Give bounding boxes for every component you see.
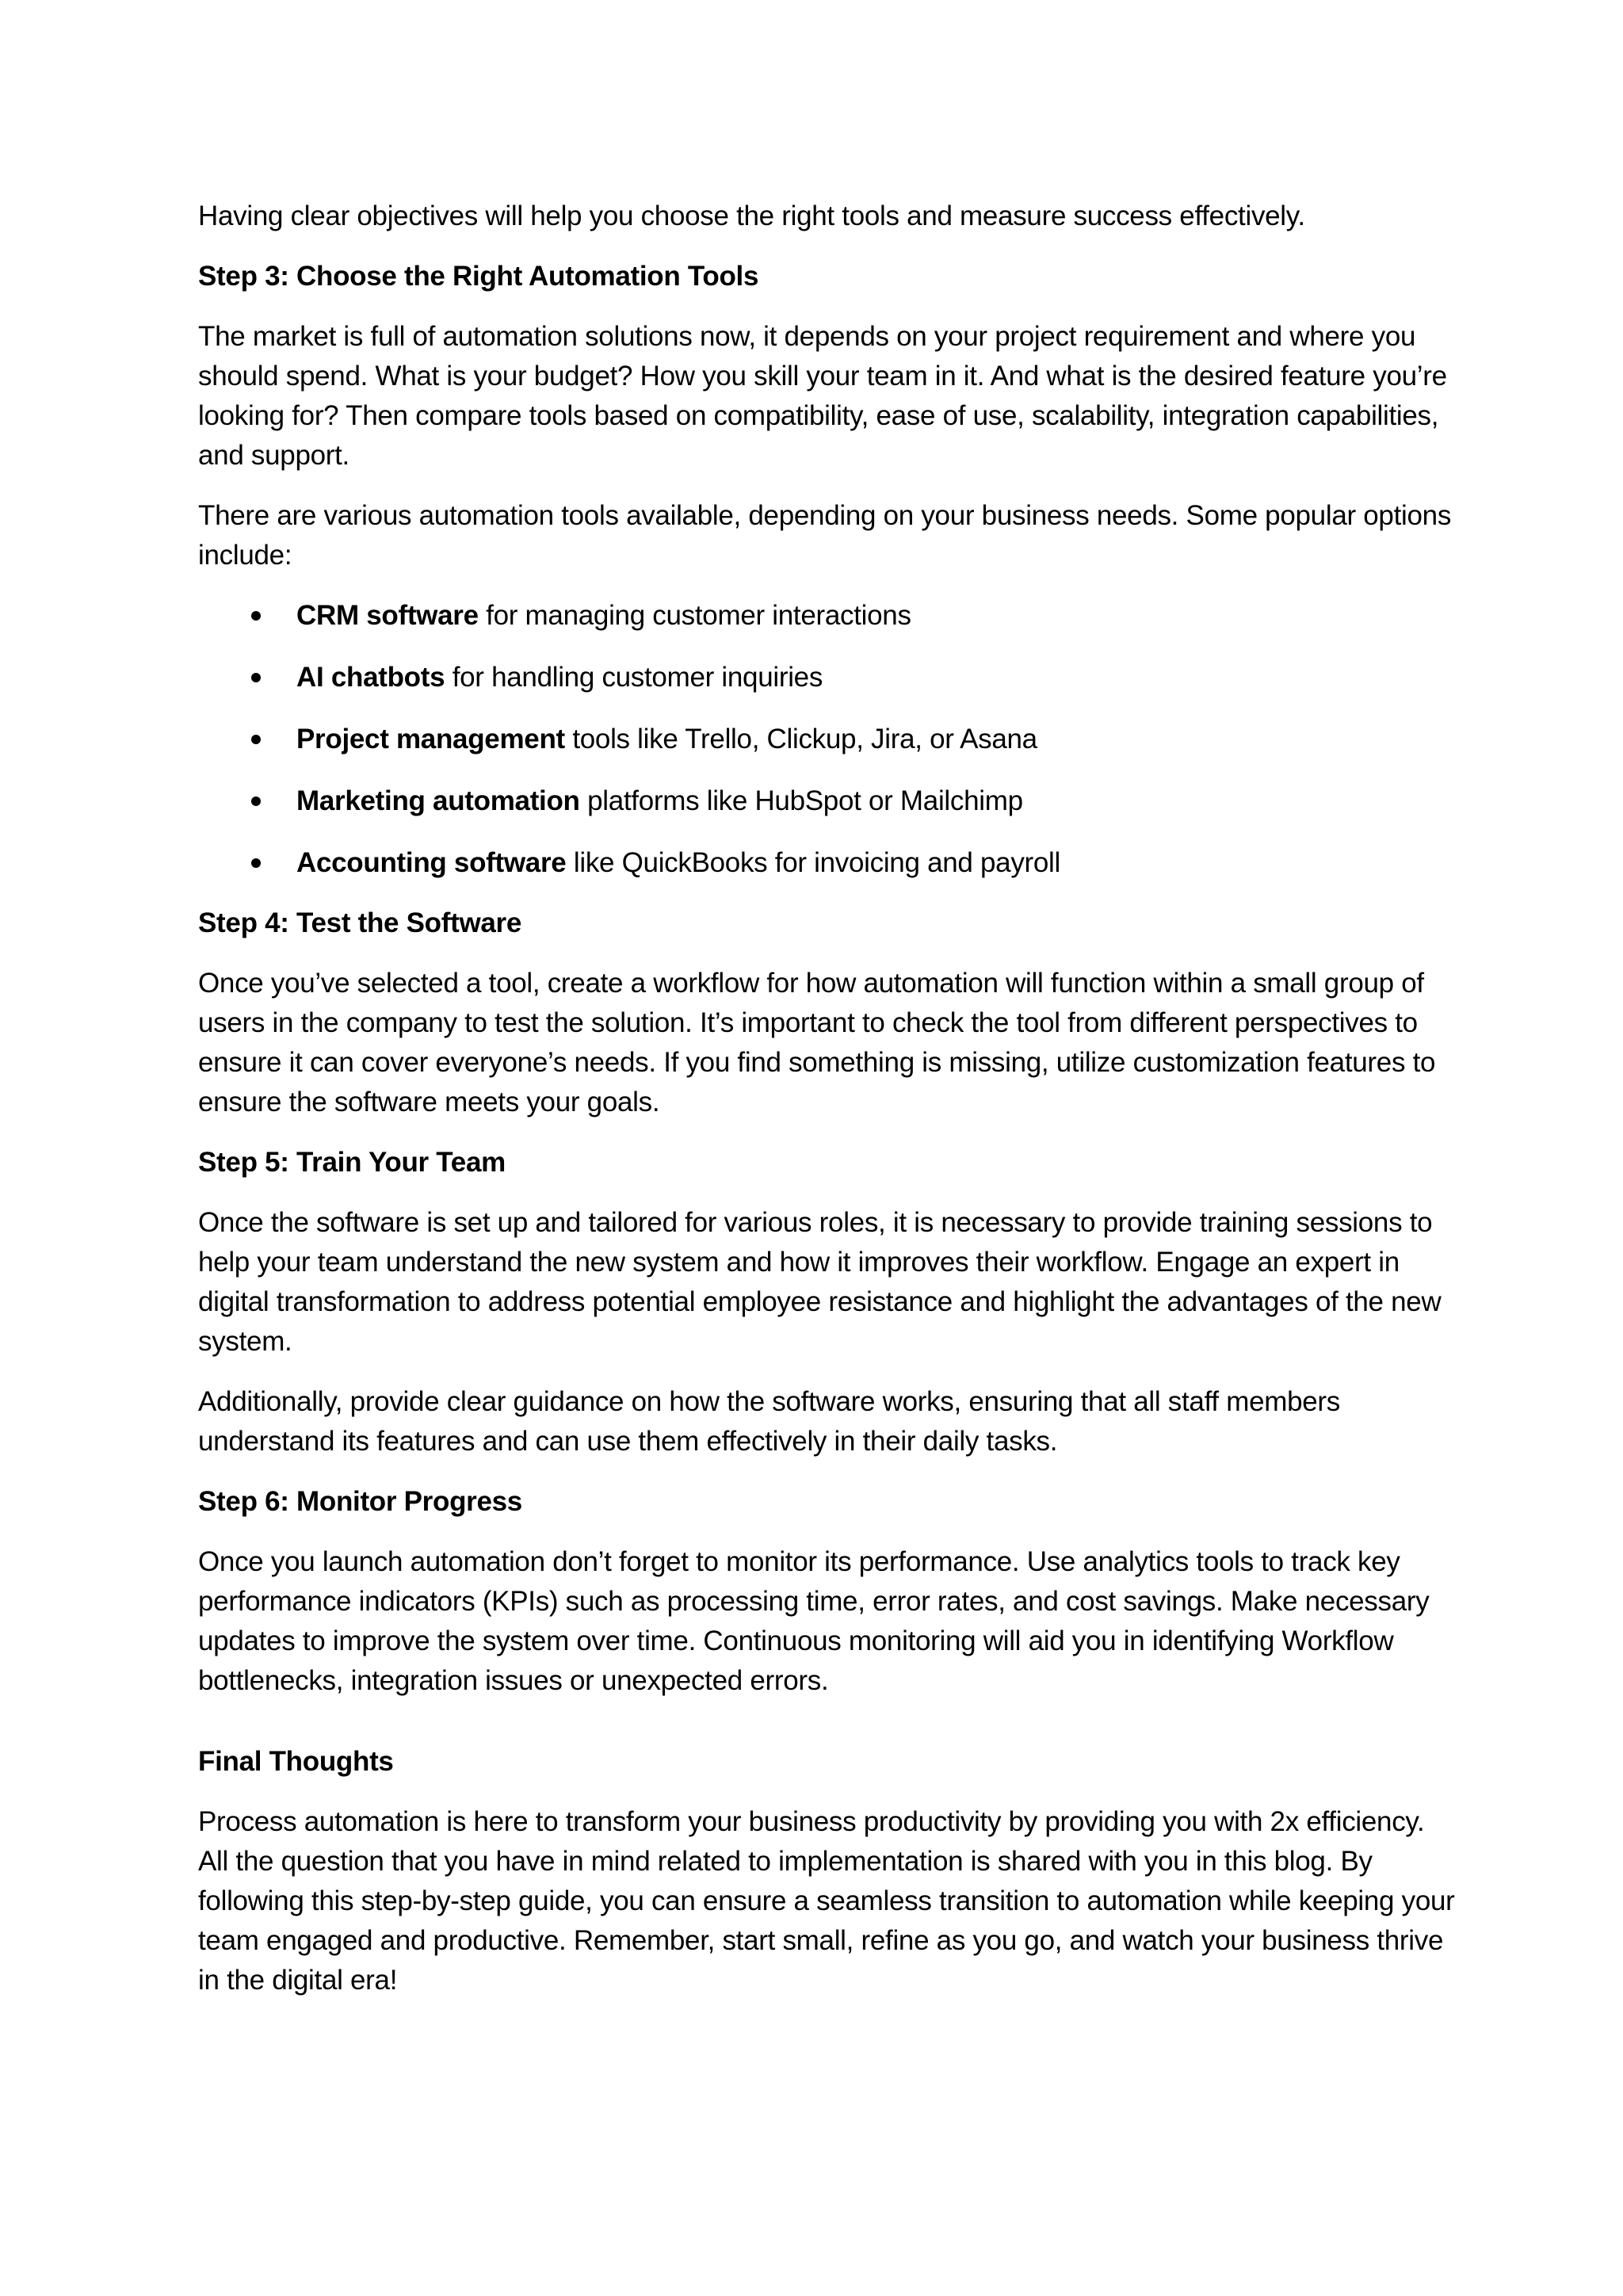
list-item-text: for managing customer interactions xyxy=(478,600,911,631)
bullet-icon xyxy=(251,858,261,868)
list-item xyxy=(198,720,1458,759)
step5-paragraph-2: Additionally, provide clear guidance on how the software works, ensuring that all staff members understand its features and can use them effectively in their daily tasks. xyxy=(198,1386,1340,1457)
bullet-icon xyxy=(251,611,261,621)
step3-paragraph-1: The market is full of automation solutions now, it depends on your project requirement and where you should spend. What is your budget? How you skill your team in it. And what is the desired feature you’re looking for? Then compare tools based on compatibility, ease of use, scalability, integration capabilities, and support. xyxy=(198,321,1447,471)
intro-paragraph: Having clear objectives will help you choose the right tools and measure success effectively. xyxy=(198,201,1305,231)
list-item-bold: CRM software xyxy=(296,600,479,631)
automation-tools-list xyxy=(198,596,1458,883)
list-item xyxy=(198,596,1458,636)
step3-paragraph-2: There are various automation tools available, depending on your business needs. Some popular options include: xyxy=(198,500,1452,571)
bullet-icon xyxy=(251,735,261,744)
final-thoughts-paragraph: Process automation is here to transform your business productivity by providing you with 2x efficiency. All the question that you have in mind related to implementation is shared with you in this blog. By following this step-by-step guide, you can ensure a seamless transition to automation while keeping your team engaged and productive. Remember, start small, refine as you go, and watch your business thrive in the digital era! xyxy=(198,1806,1455,1996)
list-item-bold: AI chatbots xyxy=(296,662,445,693)
step6-heading: Step 6: Monitor Progress xyxy=(198,1486,522,1517)
list-item xyxy=(198,843,1458,883)
list-item-text: like QuickBooks for invoicing and payroll xyxy=(566,847,1060,878)
list-item xyxy=(198,781,1458,821)
bullet-icon xyxy=(251,797,261,806)
list-item-text: platforms like HubSpot or Mailchimp xyxy=(579,785,1023,816)
step4-paragraph-1: Once you’ve selected a tool, create a workflow for how automation will function within a small group of users in the company to test the solution. It’s important to check the tool from different perspectives to ensure it can cover everyone’s needs. If you find something is missing, utilize customization features to ensure the software meets your goals. xyxy=(198,968,1436,1117)
step4-heading: Step 4: Test the Software xyxy=(198,907,522,938)
list-item-bold: Accounting software xyxy=(296,847,567,878)
step5-paragraph-1: Once the software is set up and tailored for various roles, it is necessary to provide training sessions to help your team understand the new system and how it improves their workflow. Engage an expert in digital transformation to address potential employee resistance and highlight the advantages of the new system. xyxy=(198,1207,1442,1357)
list-item-text: for handling customer inquiries xyxy=(445,662,823,693)
step3-heading: Step 3: Choose the Right Automation Tools xyxy=(198,261,759,292)
document-page xyxy=(198,197,1458,2021)
step6-paragraph-1: Once you launch automation don’t forget to monitor its performance. Use analytics tools to track key performance indicators (KPIs) such as processing time, error rates, and cost savings. Make necessary updates to improve the system over time. Continuous monitoring will aid you in identifying Workflow bottlenecks, integration issues or unexpected errors. xyxy=(198,1546,1430,1696)
step5-heading: Step 5: Train Your Team xyxy=(198,1147,506,1178)
final-thoughts-heading: Final Thoughts xyxy=(198,1746,394,1777)
list-item-bold: Marketing automation xyxy=(296,785,580,816)
list-item-bold: Project management xyxy=(296,724,565,755)
list-item xyxy=(198,658,1458,697)
list-item-text: tools like Trello, Clickup, Jira, or Asana xyxy=(564,724,1037,755)
bullet-icon xyxy=(251,673,261,682)
